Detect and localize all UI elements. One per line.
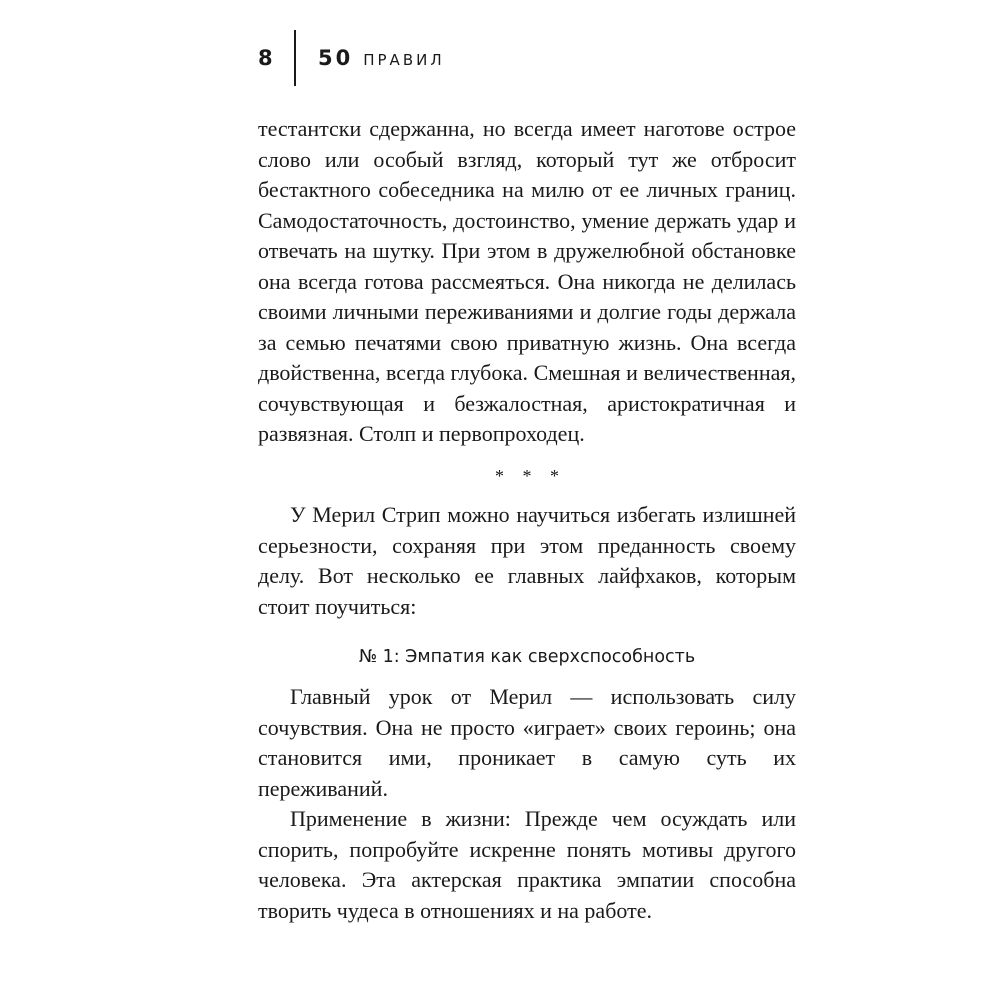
- header-divider: [294, 30, 296, 86]
- text-block-bottom: [258, 682, 796, 926]
- text-block-top: [258, 114, 796, 450]
- text-block-middle: [258, 500, 796, 622]
- paragraph-continuation: тестантски сдержанна, но всегда имеет наготове острое слово или особый взгляд, который тут же отбросит бестактного собеседника на милю от ее личных границ. Самодостаточность, достоинство, умение держать удар и отвечать на шутку. При этом в дружелюбной обстановке она всегда готова рассмеяться. Она никогда не делилась своими личными переживаниями и долгие годы держала за семью печатями свою приватную жизнь. Она всегда двойственна, всегда глубока. Смешная и величественная, сочувствующая и безжалостная, аристократичная и развязная. Столп и первопроходец.: [258, 116, 796, 446]
- section-separator: * * *: [495, 466, 559, 486]
- paragraph-intro: У Мерил Стрип можно научиться избегать излишней серьезности, сохраняя при этом преданность своему делу. Вот несколько ее главных лайфхаков, которым стоит поучиться:: [258, 502, 796, 619]
- running-head: [258, 30, 445, 86]
- book-title: [318, 46, 445, 70]
- rule-heading: № 1: Эмпатия как сверхспособность: [358, 647, 696, 667]
- paragraph-lesson: Главный урок от Мерил — использовать силу сочувствия. Она не просто «играет» своих героинь; она становится ими, проникает в самую суть их переживаний.: [258, 684, 796, 801]
- paragraph-application: Применение в жизни: Прежде чем осуждать или спорить, попробуйте искренне понять мотивы другого человека. Эта актерская практика эмпатии способна творить чудеса в отношениях и на работе.: [258, 806, 796, 923]
- book-title-word: ПРАВИЛ: [363, 51, 445, 69]
- book-title-number: 50: [318, 46, 354, 70]
- page-number: 8: [258, 46, 273, 70]
